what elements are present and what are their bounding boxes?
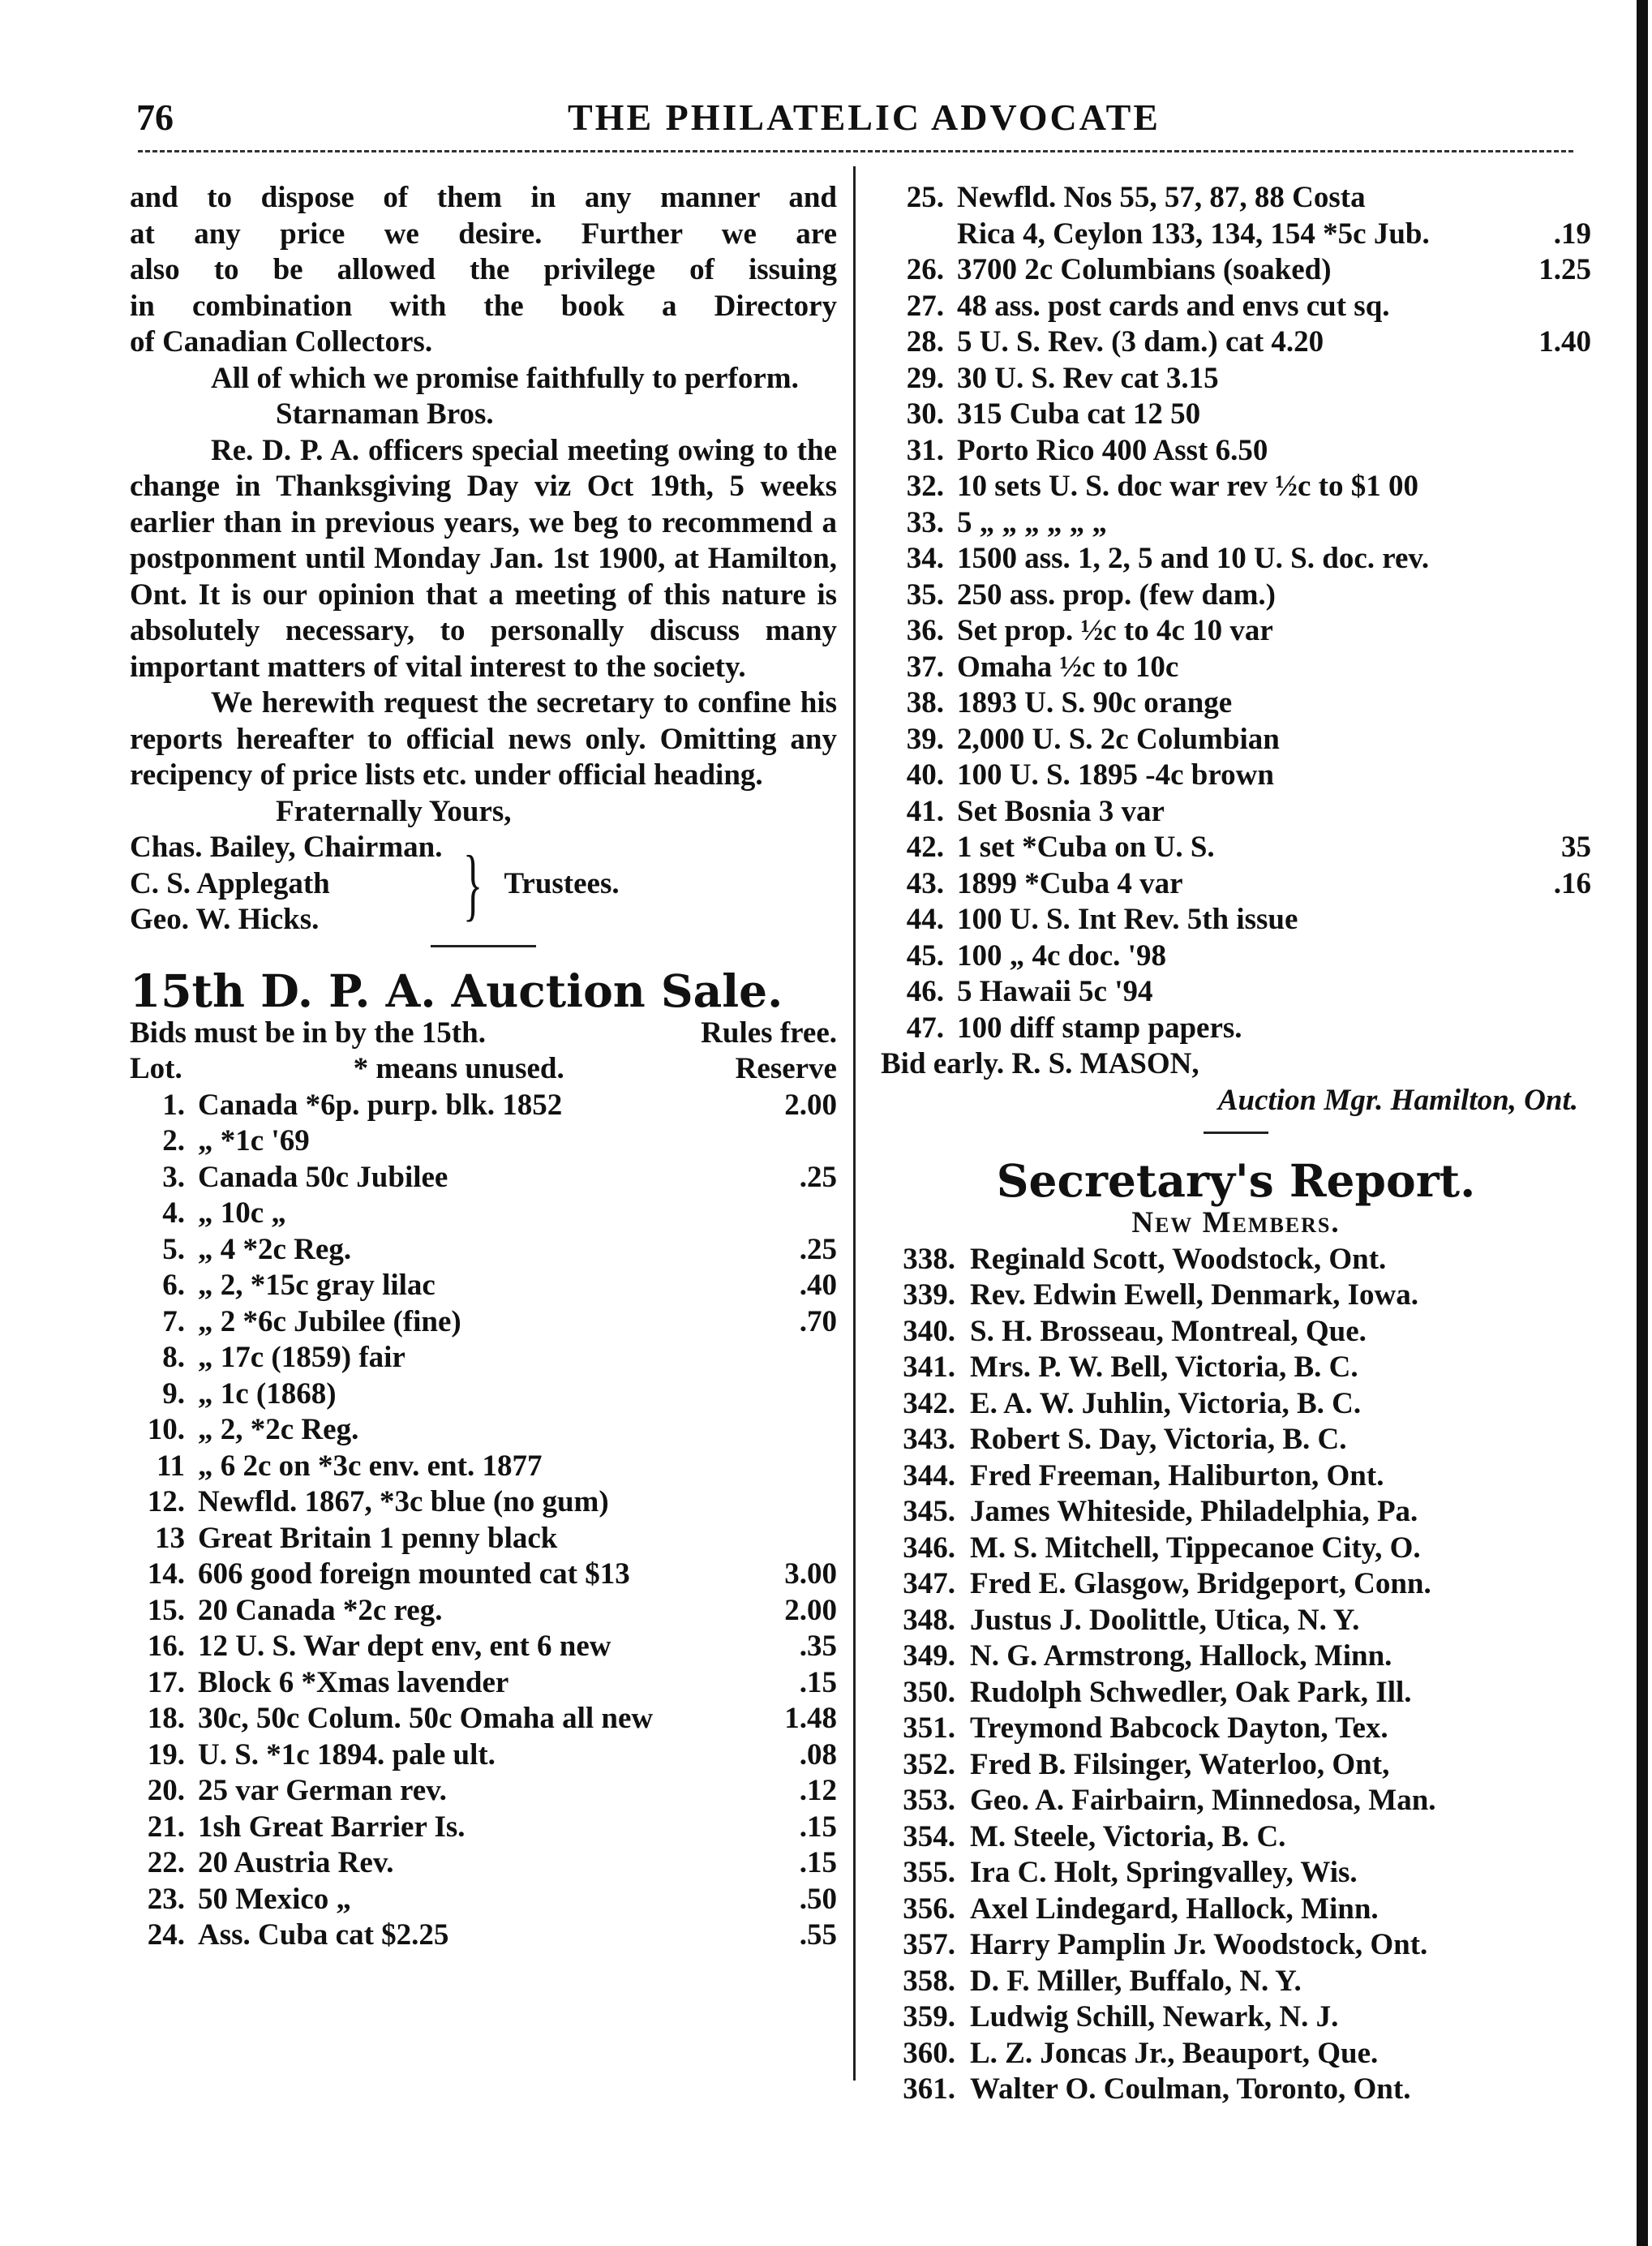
- reserve-column-header: Reserve: [735, 1052, 837, 1085]
- new-members-list: [881, 1242, 1591, 2108]
- lot-reserve: .25: [799, 1160, 837, 1194]
- lot-row: [881, 1011, 1591, 1047]
- lot-row: [881, 289, 1591, 325]
- member-row: [881, 1494, 1591, 1531]
- lot-description: 606 good foreign mounted cat $13: [198, 1557, 630, 1591]
- letter-line: also to be allowed the privilege of issuing: [130, 253, 837, 286]
- lot-row: [130, 1304, 837, 1341]
- lot-description: 25 var German rev.: [198, 1774, 447, 1807]
- lot-description: Great Britain 1 penny black: [198, 1521, 558, 1555]
- lot-description: Newfld. Nos 55, 57, 87, 88 Costa: [957, 181, 1366, 214]
- member-number: 342.: [903, 1386, 955, 1420]
- lot-row: [881, 361, 1591, 397]
- lot-row: [881, 433, 1591, 470]
- lot-number: 23.: [147, 1882, 185, 1916]
- lot-number: 34.: [906, 542, 944, 575]
- lot-description: Canada 50c Jubilee: [198, 1160, 448, 1194]
- member-number: 355.: [903, 1856, 955, 1889]
- lot-reserve: .70: [799, 1304, 837, 1338]
- lot-row: [881, 469, 1591, 505]
- lot-description: 20 Canada *2c reg.: [198, 1593, 443, 1627]
- lot-row: [881, 650, 1591, 686]
- member-row: [881, 1819, 1591, 1856]
- lot-row: [881, 830, 1591, 866]
- running-title: THE PHILATELIC ADVOCATE: [568, 97, 1161, 138]
- member-row: [881, 1278, 1591, 1314]
- page-number: 76: [136, 97, 174, 138]
- lot-row: [881, 758, 1591, 794]
- lot-row: [130, 1557, 837, 1593]
- lot-value: .19: [1553, 217, 1591, 251]
- lot-description: „ 6 2c on *3c env. ent. 1877: [198, 1449, 543, 1483]
- bid-line: Bid early. R. S. MASON,: [881, 1047, 1199, 1080]
- lot-number: 18.: [147, 1702, 185, 1735]
- lot-number: 22.: [147, 1846, 185, 1879]
- lot-number: 41.: [906, 794, 944, 828]
- lot-row: [130, 1882, 837, 1918]
- member-name: Ludwig Schill, Newark, N. J.: [970, 2000, 1339, 2033]
- lot-number: 38.: [906, 686, 944, 719]
- member-name: S. H. Brosseau, Montreal, Que.: [970, 1314, 1367, 1348]
- lot-row: [130, 1810, 837, 1846]
- member-name: Rudolph Schwedler, Oak Park, Ill.: [970, 1675, 1412, 1709]
- lot-row: [130, 1773, 837, 1810]
- trustees-label: Trustees.: [504, 866, 620, 900]
- lot-number: 3.: [162, 1160, 185, 1194]
- lot-value: .16: [1553, 866, 1591, 900]
- lot-row: [130, 1449, 837, 1485]
- member-name: Fred B. Filsinger, Waterloo, Ont,: [970, 1747, 1390, 1781]
- lot-number: 20.: [147, 1774, 185, 1807]
- lot-row: [881, 685, 1591, 722]
- member-row: [881, 1711, 1591, 1747]
- lot-description: 250 ass. prop. (few dam.): [957, 578, 1276, 612]
- auction-manager: Auction Mgr. Hamilton, Ont.: [1217, 1083, 1578, 1117]
- lot-row: [130, 1701, 837, 1737]
- lot-number: 47.: [906, 1011, 944, 1045]
- lot-reserve: 3.00: [784, 1557, 837, 1591]
- member-row: [881, 2036, 1591, 2072]
- member-number: 349.: [903, 1639, 955, 1673]
- scan-edge: [1637, 0, 1648, 2246]
- member-name: Fred E. Glasgow, Bridgeport, Conn.: [970, 1567, 1431, 1600]
- member-number: 338.: [903, 1242, 955, 1276]
- lot-number: 1.: [162, 1088, 185, 1122]
- member-name: N. G. Armstrong, Hallock, Minn.: [970, 1639, 1392, 1673]
- lot-description: 5 Hawaii 5c '94: [957, 975, 1153, 1008]
- secretary-request: We herewith request the secretary to confine his reports hereafter to official news only. Omitting any recipency of price lists etc. under official heading.: [130, 686, 837, 792]
- member-row: [881, 1927, 1591, 1964]
- lot-description: „ 2 *6c Jubilee (fine): [198, 1304, 461, 1338]
- lot-row: [130, 1629, 837, 1665]
- lot-description: 5 „ „ „ „ „ „: [957, 505, 1107, 539]
- lot-number: 28.: [906, 325, 944, 359]
- member-name: Treymond Babcock Dayton, Tex.: [970, 1711, 1388, 1745]
- lot-description: „ 10c „: [198, 1196, 286, 1230]
- lot-description: Rica 4, Ceylon 133, 134, 154 *5c Jub.: [957, 217, 1430, 251]
- member-row: [881, 1892, 1591, 1928]
- lot-row: [881, 794, 1591, 831]
- trustees-block: [130, 830, 837, 938]
- lot-number: 40.: [906, 758, 944, 792]
- lot-number: 19.: [147, 1737, 185, 1771]
- member-name: Geo. A. Fairbairn, Minnedosa, Man.: [970, 1784, 1436, 1817]
- lot-reserve: .15: [799, 1810, 837, 1844]
- member-number: 339.: [903, 1278, 955, 1312]
- lot-description: 1 set *Cuba on U. S.: [957, 831, 1215, 864]
- member-row: [881, 1314, 1591, 1351]
- letter-line: at any price we desire. Further we are: [130, 217, 837, 251]
- member-number: 345.: [903, 1495, 955, 1528]
- lot-row: [881, 722, 1591, 758]
- lot-row: [881, 397, 1591, 433]
- lot-row: [881, 866, 1591, 903]
- member-row: [881, 1422, 1591, 1458]
- lot-description: „ 2, *2c Reg.: [198, 1413, 359, 1446]
- member-name: E. A. W. Juhlin, Victoria, B. C.: [970, 1386, 1362, 1420]
- member-name: Walter O. Coulman, Toronto, Ont.: [970, 2072, 1411, 2106]
- member-number: 361.: [903, 2072, 955, 2106]
- lot-number: 25.: [906, 181, 944, 214]
- lot-number: 44.: [906, 903, 944, 936]
- member-row: [881, 1638, 1591, 1675]
- lot-row: [881, 541, 1591, 578]
- member-name: Robert S. Day, Victoria, B. C.: [970, 1423, 1347, 1456]
- left-column: [130, 180, 837, 1954]
- lot-number: 5.: [162, 1232, 185, 1266]
- lot-description: U. S. *1c 1894. pale ult.: [198, 1737, 496, 1771]
- lot-reserve: .55: [799, 1918, 837, 1952]
- lot-description: „ *1c '69: [198, 1124, 310, 1157]
- lot-number: 26.: [906, 253, 944, 286]
- lot-number: 15.: [147, 1593, 185, 1627]
- member-name: M. S. Mitchell, Tippecanoe City, O.: [970, 1531, 1421, 1565]
- member-number: 344.: [903, 1458, 955, 1492]
- member-name: Ira C. Holt, Springvalley, Wis.: [970, 1856, 1358, 1889]
- trustee-name: Geo. W. Hicks.: [130, 903, 320, 936]
- right-column: [881, 180, 1591, 2108]
- lot-row: [130, 1593, 837, 1630]
- bids-deadline: Bids must be in by the 15th.: [130, 1016, 486, 1050]
- member-number: 356.: [903, 1892, 955, 1926]
- lot-reserve: 2.00: [784, 1593, 837, 1627]
- lot-description: „ 4 *2c Reg.: [198, 1232, 352, 1266]
- lot-description: 2,000 U. S. 2c Columbian: [957, 722, 1280, 756]
- member-name: L. Z. Joncas Jr., Beauport, Que.: [970, 2036, 1379, 2070]
- lot-number: 21.: [147, 1810, 185, 1844]
- lot-description: 5 U. S. Rev. (3 dam.) cat 4.20: [957, 325, 1324, 359]
- lot-row: [881, 902, 1591, 938]
- lot-description: 1893 U. S. 90c orange: [957, 686, 1233, 719]
- lot-number: 14.: [147, 1557, 185, 1591]
- lot-number: 39.: [906, 722, 944, 756]
- lot-row: [881, 613, 1591, 650]
- column-divider: [853, 166, 856, 2081]
- lot-description: 30c, 50c Colum. 50c Omaha all new: [198, 1702, 654, 1735]
- lot-description: 3700 2c Columbians (soaked): [957, 253, 1332, 286]
- member-number: 351.: [903, 1711, 955, 1745]
- lot-description: 100 diff stamp papers.: [957, 1011, 1242, 1045]
- lot-reserve: .25: [799, 1232, 837, 1266]
- lot-row: [881, 217, 1591, 253]
- member-number: 346.: [903, 1531, 955, 1565]
- member-row: [881, 1566, 1591, 1603]
- closing: Fraternally Yours,: [276, 794, 512, 828]
- lot-reserve: .08: [799, 1737, 837, 1771]
- member-number: 341.: [903, 1351, 955, 1384]
- header-rule: [138, 150, 1573, 152]
- lot-description: 12 U. S. War dept env, ent 6 new: [198, 1630, 611, 1663]
- auction-lot-list: [130, 1088, 837, 1954]
- letter-line: in combination with the book a Directory: [130, 289, 837, 323]
- member-row: [881, 1675, 1591, 1711]
- auction-lot-list-continued: [881, 180, 1591, 1046]
- lot-description: Ass. Cuba cat $2.25: [198, 1918, 449, 1952]
- member-row: [881, 1747, 1591, 1784]
- member-number: 352.: [903, 1747, 955, 1781]
- lot-description: 1500 ass. 1, 2, 5 and 10 U. S. doc. rev.: [957, 542, 1430, 575]
- lot-reserve: .15: [799, 1665, 837, 1699]
- member-name: James Whiteside, Philadelphia, Pa.: [970, 1495, 1418, 1528]
- lot-reserve: 2.00: [784, 1088, 837, 1122]
- lot-description: 50 Mexico „: [198, 1882, 352, 1916]
- lot-description: 20 Austria Rev.: [198, 1846, 394, 1879]
- lot-number: 7.: [162, 1304, 185, 1338]
- promise-paragraph: All of which we promise faithfully to perform.: [211, 361, 799, 395]
- lot-description: Newfld. 1867, *3c blue (no gum): [198, 1485, 609, 1518]
- lot-number: 46.: [906, 975, 944, 1008]
- member-row: [881, 1242, 1591, 1278]
- member-row: [881, 1350, 1591, 1386]
- lot-description: 100 U. S. Int Rev. 5th issue: [957, 903, 1298, 936]
- trustee-names: [130, 830, 442, 938]
- lot-number: 9.: [162, 1376, 185, 1411]
- lot-number: 17.: [147, 1665, 185, 1699]
- member-name: Fred Freeman, Haliburton, Ont.: [970, 1458, 1384, 1492]
- member-number: 340.: [903, 1314, 955, 1348]
- lot-row: [130, 1160, 837, 1196]
- lot-row: [130, 1412, 837, 1449]
- lot-row: [130, 1737, 837, 1774]
- letter-line: and to dispose of them in any manner and: [130, 181, 837, 214]
- rules-note: Rules free.: [701, 1016, 837, 1050]
- lot-description: 1899 *Cuba 4 var: [957, 866, 1183, 900]
- lot-description: 48 ass. post cards and envs cut sq.: [957, 289, 1390, 323]
- member-row: [881, 1964, 1591, 2000]
- member-number: 357.: [903, 1928, 955, 1961]
- lot-number: 16.: [147, 1630, 185, 1663]
- member-name: Mrs. P. W. Bell, Victoria, B. C.: [970, 1351, 1358, 1384]
- member-name: Justus J. Doolittle, Utica, N. Y.: [970, 1603, 1360, 1637]
- lot-number: 45.: [906, 938, 944, 973]
- member-name: Rev. Edwin Ewell, Denmark, Iowa.: [970, 1278, 1418, 1312]
- lot-description: 100 „ 4c doc. '98: [957, 938, 1166, 973]
- lot-value: 1.25: [1538, 253, 1591, 286]
- lot-description: „ 1c (1868): [198, 1376, 337, 1411]
- member-row: [881, 1783, 1591, 1819]
- lot-description: Canada *6p. purp. blk. 1852: [198, 1088, 563, 1122]
- lot-row: [130, 1123, 837, 1160]
- lot-number: 42.: [906, 831, 944, 864]
- new-members-subtitle: New Members.: [1131, 1206, 1341, 1239]
- lot-reserve: .50: [799, 1882, 837, 1916]
- lot-number: 36.: [906, 614, 944, 647]
- member-number: 354.: [903, 1819, 955, 1853]
- lot-description: Omaha ½c to 10c: [957, 650, 1179, 684]
- lot-column-header: Lot.: [130, 1052, 182, 1085]
- lot-description: Porto Rico 400 Asst 6.50: [957, 433, 1268, 467]
- lot-row: [130, 1340, 837, 1376]
- lot-number: 11: [157, 1449, 185, 1483]
- member-number: 360.: [903, 2036, 955, 2070]
- lot-number: 4.: [162, 1196, 185, 1230]
- lot-description: Set Bosnia 3 var: [957, 794, 1165, 828]
- member-number: 353.: [903, 1784, 955, 1817]
- lot-row: [881, 505, 1591, 542]
- lot-number: 30.: [906, 397, 944, 431]
- member-row: [881, 1999, 1591, 2036]
- member-number: 358.: [903, 1964, 955, 1998]
- lot-description: Block 6 *Xmas lavender: [198, 1665, 509, 1699]
- lot-description: 100 U. S. 1895 -4c brown: [957, 758, 1274, 792]
- lot-row: [130, 1521, 837, 1557]
- letter-continuation: [130, 180, 837, 361]
- lot-row: [130, 1484, 837, 1521]
- lot-number: 37.: [906, 650, 944, 684]
- member-row: [881, 1386, 1591, 1423]
- lot-reserve: 1.48: [784, 1702, 837, 1735]
- member-row: [881, 1531, 1591, 1567]
- auction-title: 15th D. P. A. Auction Sale.: [130, 964, 783, 1017]
- member-name: Axel Lindegard, Hallock, Minn.: [970, 1892, 1379, 1926]
- lot-row: [881, 324, 1591, 361]
- lot-number: 43.: [906, 866, 944, 900]
- section-rule: [1204, 1132, 1268, 1134]
- lot-value: 35: [1561, 831, 1591, 864]
- lot-number: 24.: [147, 1918, 185, 1952]
- lot-number: 8.: [162, 1341, 185, 1374]
- lot-row: [881, 974, 1591, 1011]
- section-rule: [431, 945, 536, 947]
- lot-reserve: .40: [799, 1269, 837, 1302]
- member-number: 343.: [903, 1423, 955, 1456]
- lot-description: 10 sets U. S. doc war rev ½c to $1 00: [957, 470, 1418, 503]
- lot-number: 31.: [906, 433, 944, 467]
- lot-description: Set prop. ½c to 4c 10 var: [957, 614, 1273, 647]
- lot-row: [881, 578, 1591, 614]
- member-number: 359.: [903, 2000, 955, 2033]
- signature-starnaman: Starnaman Bros.: [276, 397, 494, 431]
- member-name: Reginald Scott, Woodstock, Ont.: [970, 1242, 1387, 1276]
- member-number: 350.: [903, 1675, 955, 1709]
- lot-reserve: .35: [799, 1630, 837, 1663]
- lot-row: [130, 1376, 837, 1413]
- member-name: Harry Pamplin Jr. Woodstock, Ont.: [970, 1928, 1428, 1961]
- lot-number: 6.: [162, 1269, 185, 1302]
- lot-number: 33.: [906, 505, 944, 539]
- lot-row: [130, 1845, 837, 1882]
- member-number: 348.: [903, 1603, 955, 1637]
- letter-line: of Canadian Collectors.: [130, 325, 433, 359]
- member-row: [881, 1855, 1591, 1892]
- lot-value: 1.40: [1538, 325, 1591, 359]
- lot-description: 30 U. S. Rev cat 3.15: [957, 361, 1219, 395]
- lot-description: „ 2, *15c gray lilac: [198, 1269, 436, 1302]
- lot-row: [881, 252, 1591, 289]
- unused-legend: * means unused.: [353, 1052, 564, 1085]
- lot-row: [130, 1196, 837, 1232]
- member-name: D. F. Miller, Buffalo, N. Y.: [970, 1964, 1302, 1998]
- member-name: M. Steele, Victoria, B. C.: [970, 1819, 1286, 1853]
- member-number: 347.: [903, 1567, 955, 1600]
- lot-number: 2.: [162, 1124, 185, 1157]
- lot-description: 315 Cuba cat 12 50: [957, 397, 1201, 431]
- lot-row: [130, 1088, 837, 1124]
- trustee-name: Chas. Bailey, Chairman.: [130, 831, 443, 864]
- member-row: [881, 1458, 1591, 1495]
- lot-description: „ 17c (1859) fair: [198, 1341, 405, 1374]
- trustee-name: C. S. Applegath: [130, 866, 330, 900]
- lot-number: 35.: [906, 578, 944, 612]
- member-row: [881, 1603, 1591, 1639]
- lot-reserve: .15: [799, 1846, 837, 1879]
- lot-number: 32.: [906, 470, 944, 503]
- lot-row: [881, 180, 1591, 217]
- lot-row: [881, 938, 1591, 975]
- auction-rules: [130, 1016, 837, 1052]
- lot-table-header: [130, 1051, 837, 1088]
- member-row: [881, 2072, 1591, 2108]
- secretary-report-title: Secretary's Report.: [996, 1154, 1476, 1207]
- lot-number: 12.: [147, 1485, 185, 1518]
- lot-number: 13: [155, 1521, 185, 1555]
- lot-row: [130, 1665, 837, 1702]
- brace-glyph: }: [463, 838, 483, 929]
- lot-reserve: .12: [799, 1774, 837, 1807]
- lot-row: [130, 1917, 837, 1954]
- lot-row: [130, 1232, 837, 1269]
- lot-description: 1sh Great Barrier Is.: [198, 1810, 466, 1844]
- lot-row: [130, 1268, 837, 1304]
- lot-number: 10.: [147, 1413, 185, 1446]
- lot-number: 29.: [906, 361, 944, 395]
- meeting-memo: Re. D. P. A. officers special meeting owing to the change in Thanksgiving Day viz Oct 19th, 5 weeks earlier than in previous years, we beg to recommend a postponment until Monday Jan. 1st 1900, at Hamilton, Ont. It is our opinion that a meeting of this nature is absolutely necessary, to personally discuss many important matters of vital interest to the society.: [130, 433, 837, 684]
- lot-number: 27.: [906, 289, 944, 323]
